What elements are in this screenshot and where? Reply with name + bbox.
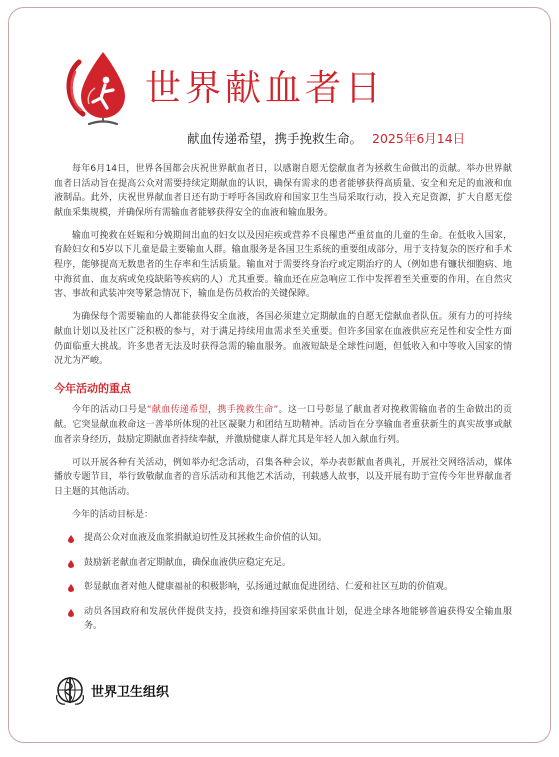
goals-intro: 今年的活动目标是： (72, 509, 154, 520)
section-heading: 今年活动的重点 (54, 381, 131, 395)
event-date: 2025年6月14日 (372, 131, 466, 146)
goal-text: 动员各国政府和发展伙伴提供支持，投资和维持国家采供血计划，促进全球各地能够普遍获得安全输血服务。 (84, 606, 512, 632)
focus-paragraph-2: 可以开展各种有关活动，例如举办纪念活动，召集各种会议，举办表彰献血者典礼，开展社交网络活动，媒体播放专题节目，举行致敬献血者的音乐活动和其他艺术活动，刊载感人故事，以及开展有助于宣传今年世界献血者日主题的其他活动。 (54, 457, 512, 497)
goal-text: 鼓励新老献血者定期献血，确保血液供应稳定充足。 (84, 557, 292, 568)
blood-drop-icon (68, 584, 74, 592)
goal-text: 彰显献血者对他人健康福祉的积极影响，弘扬通过献血促进团结、仁爱和社区互助的价值观。 (84, 582, 454, 593)
blood-drop-icon (68, 560, 74, 568)
goals-list (54, 531, 512, 634)
organization-name: 世界卫生组织 (91, 684, 170, 700)
intro-paragraph-1: 每年6月14日，世界各国都会庆祝世界献血者日，以感谢自愿无偿献血者为拯救生命做出的贡献。举办世界献血者日活动旨在提高公众对需要持续定期献血的认识，确保有需求的患者能够获得高质量、安全和充足的血液和血液制品。此外，庆祝世界献血者日还有助于呼吁各国政府和国家卫生当局采取行动，投入充足资源，扩大自愿无偿献血采集规模，并确保所有需输血者能够获得安全的血液和输血服务。 (54, 164, 512, 218)
globe-blood-drop-logo (59, 46, 137, 126)
document-page (8, 7, 551, 743)
list-item (54, 605, 512, 634)
intro-paragraph-2: 输血可挽救在妊娠和分娩期间出血的妇女以及因疟疾或营养不良罹患严重贫血的儿童的生命。在低收入国家，育龄妇女和5岁以下儿童是最主要输血人群。输血服务是各国卫生系统的重要组成部分，用于支持复杂的医疗和手术程序，能够提高无数患者的生存率和生活质量。输血对于需要终身治疗或定期治疗的人（例如患有镰状细胞病、地中海贫血、血友病或免疫缺陷等疾病的人）尤其重要。输血还在应急响应工作中发挥着至关重要的作用，在自然灾害、事故和武装冲突等紧急情况下，输血是伤员救治的关键保障。 (54, 230, 512, 300)
footer (55, 675, 169, 705)
focus-p1-lead: 今年的活动口号是 (72, 405, 147, 416)
page-title: 世界献血者日 (145, 68, 386, 109)
blood-drop-icon (68, 609, 74, 617)
list-item (54, 531, 512, 546)
list-item (54, 580, 512, 595)
intro-paragraph-3: 为确保每个需要输血的人都能获得安全血液，各国必须建立定期献血的自愿无偿献血者队伍。须有力的可持续献血计划以及社区广泛积极的参与，对于满足持续用血需求至关重要。但许多国家在血液供应充足性和安全性方面仍面临重大挑战。许多患者无法及时获得急需的输血服务。血液短缺是全球性问题，但低收入和中等收入国家的情况尤为严峻。 (54, 312, 512, 367)
who-emblem-icon (55, 675, 85, 705)
slogan: 献血传递希望，携手挽救生命。 (187, 131, 363, 146)
blood-drop-icon (68, 535, 74, 543)
document-body (54, 162, 512, 644)
highlighted-slogan: “献血传递希望，携手挽救生命” (146, 405, 279, 416)
focus-p1-rest: 。这一口号彰显了献血者对挽救需输血者的生命做出的贡献。它突显献血救命这一善举所体现的社区凝聚力和团结互助精神。活动旨在分享输血者重获新生的真实故事或献血者亲身经历，鼓励定期献血者持续奉献，并激励健康人群尤其是年轻人加入献血行列。 (54, 405, 512, 445)
list-item (54, 556, 512, 571)
subtitle (187, 129, 465, 147)
goal-text: 提高公众对血液及血浆捐献迫切性及其拯救生命价值的认知。 (84, 532, 328, 543)
focus-paragraph-1 (54, 403, 512, 447)
